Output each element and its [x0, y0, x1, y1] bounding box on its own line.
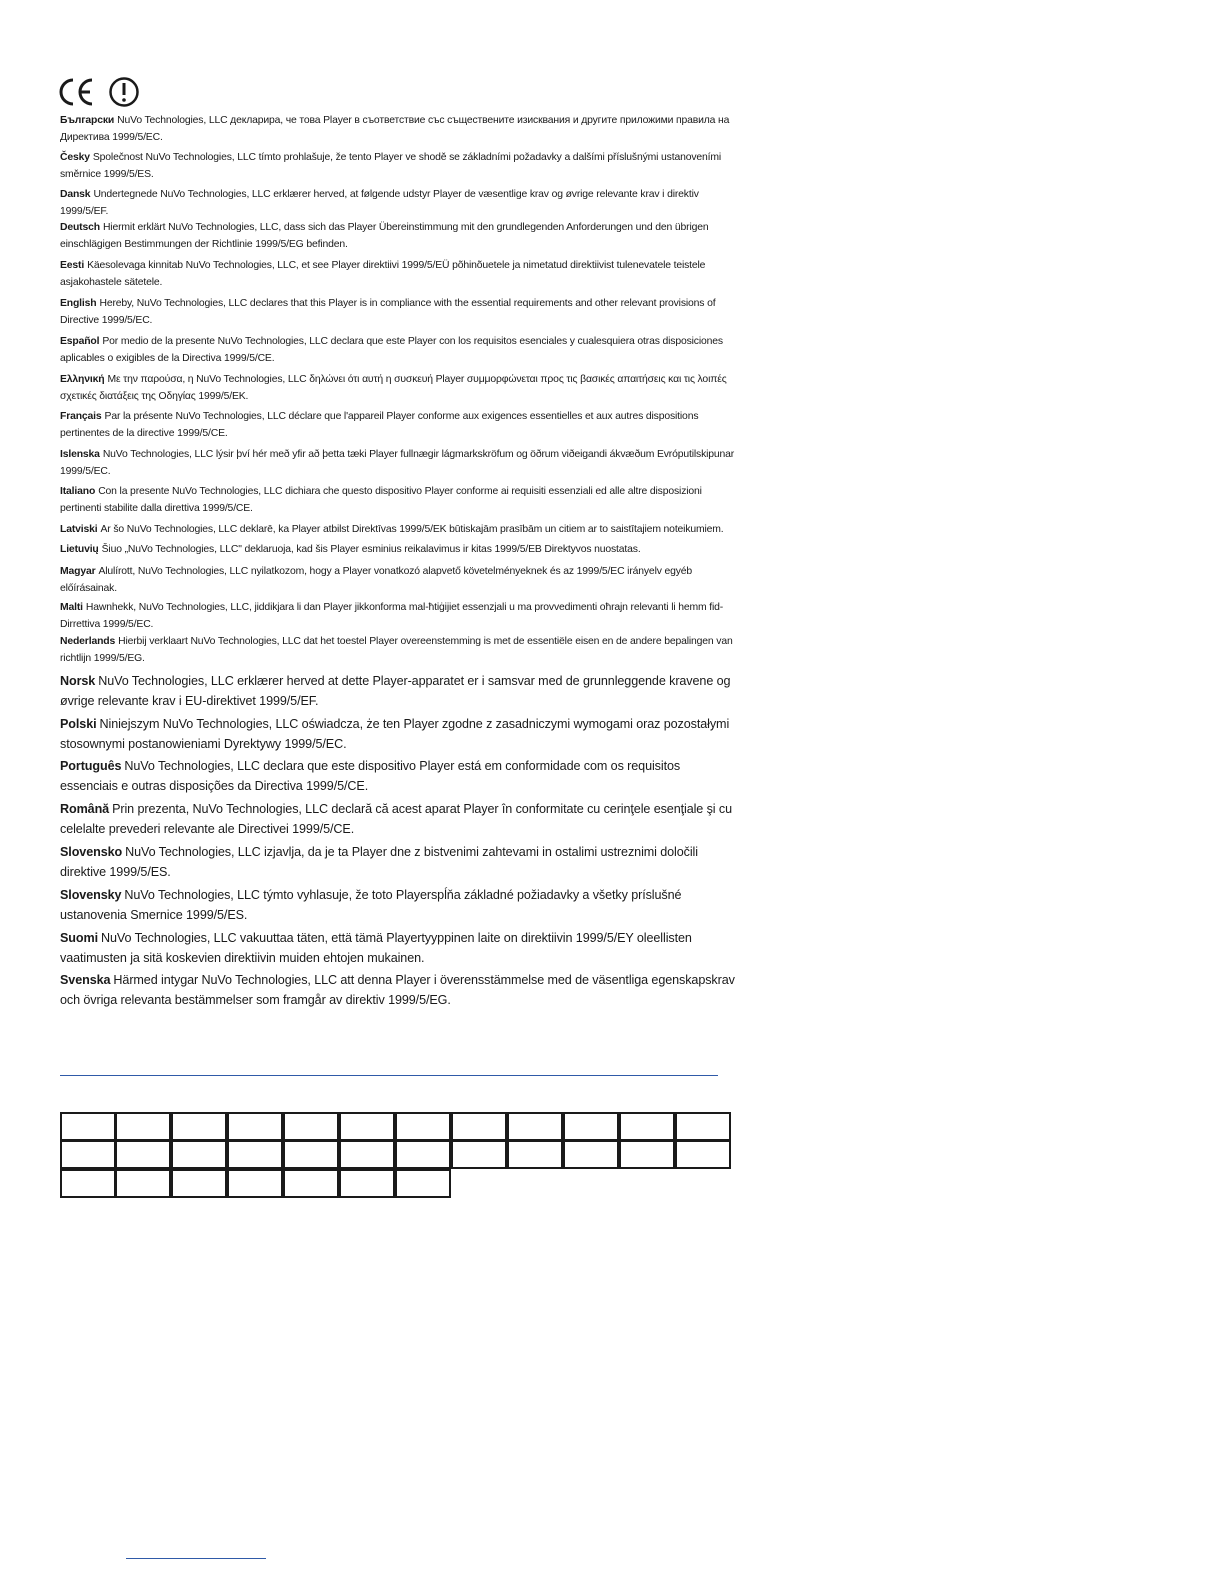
grid-cell	[115, 1112, 171, 1141]
grid-cell	[339, 1112, 395, 1141]
language-name: Italiano	[60, 486, 96, 497]
ce-mark-icon	[58, 76, 96, 108]
grid-cell	[115, 1140, 171, 1169]
language-name: Suomi	[60, 931, 98, 945]
language-name: Česky	[60, 152, 90, 163]
language-name: Français	[60, 411, 102, 422]
grid-cell	[60, 1140, 116, 1169]
declaration-english	[60, 296, 740, 329]
declaration-text: Hawnhekk, NuVo Technologies, LLC, jiddikjara li dan Player jikkonforma mal-ħtiġijiet essenzjali u ma provvedimenti oħrajn relevanti li hemm fid-Dirrettiva 1999/5/EC.	[60, 602, 724, 630]
declaration-text: Undertegnede NuVo Technologies, LLC erklærer herved, at følgende udstyr Player de væsentlige krav og øvrige relevante krav i direktiv 1999/5/EF.	[60, 189, 699, 217]
grid-cell	[675, 1112, 731, 1141]
declaration-text: Por medio de la presente NuVo Technologies, LLC declara que este Player con los requisitos esenciales y cualesquiera otras disposiciones aplicables o exigibles de la Directiva 1999/5/CE.	[60, 336, 723, 364]
language-name: Polski	[60, 717, 97, 731]
grid-cell	[395, 1140, 451, 1169]
declaration-text: NuVo Technologies, LLC vakuuttaa täten, että tämä Playertyyppinen laite on direktiivin 1999/5/EY oleellisten vaatimusten ja sitä koskevien direktiivin muiden ehtojen mukainen.	[60, 931, 692, 965]
declaration-text: Společnost NuVo Technologies, LLC tímto prohlašuje, že tento Player ve shodě se základními požadavky a dalšími příslušnými ustanoveními směrnice 1999/5/ES.	[60, 152, 722, 180]
grid-cell	[60, 1112, 116, 1141]
grid-cell	[451, 1140, 507, 1169]
language-name: Lietuvių	[60, 544, 99, 555]
language-name: Norsk	[60, 674, 96, 688]
declaration-text: NuVo Technologies, LLC erklærer herved at dette Player-apparatet er i samsvar med de grunnleggende kravene og øvrige relevante krav i EU-direktivet 1999/5/EF.	[60, 674, 731, 708]
declaration-polish	[60, 715, 740, 754]
language-name: Português	[60, 759, 122, 773]
declaration-text: Hiermit erklärt NuVo Technologies, LLC, dass sich das Player Übereinstimmung mit den grundlegenden Anforderungen und den übrigen einschlägigen Bestimmungen der Richtlinie 1999/5/EG befinden.	[60, 222, 709, 250]
declaration-text: NuVo Technologies, LLC týmto vyhlasuje, že toto Playerspĺňa základné požiadavky a všetky príslušné ustanovenia Smernice 1999/5/ES.	[60, 888, 682, 922]
declaration-text: Par la présente NuVo Technologies, LLC déclare que l'appareil Player conforme aux exigences essentielles et aux autres dispositions pertinentes de la directive 1999/5/CE.	[60, 411, 699, 439]
declaration-romanian	[60, 800, 740, 839]
language-name: Islenska	[60, 449, 100, 460]
language-name: Eesti	[60, 260, 85, 271]
declaration-text: Prin prezenta, NuVo Technologies, LLC declară că acest aparat Player în conformitate cu cerinţele esenţiale şi cu celelalte prevederi relevante ale Directivei 1999/5/CE.	[60, 802, 732, 836]
declaration-text: NuVo Technologies, LLC декларира, че това Player в съответствие със съществените изисквания и другите приложими правила на Директива 1999/5/ЕС.	[60, 115, 730, 143]
grid-cell	[563, 1140, 619, 1169]
grid-cell	[395, 1112, 451, 1141]
compliance-marks	[58, 76, 148, 108]
language-name: English	[60, 298, 97, 309]
declaration-estonian	[60, 258, 740, 291]
grid-cell	[227, 1169, 283, 1198]
declaration-norwegian	[60, 672, 740, 711]
declaration-dutch	[60, 634, 740, 667]
declaration-text: Hereby, NuVo Technologies, LLC declares that this Player is in compliance with the essential requirements and other relevant provisions of Directive 1999/5/EC.	[60, 298, 716, 326]
language-name: Svenska	[60, 973, 111, 987]
grid-cell	[283, 1140, 339, 1169]
grid-cell	[227, 1112, 283, 1141]
declaration-text: Con la presente NuVo Technologies, LLC dichiara che questo dispositivo Player conforme ai requisiti essenziali ed alle altre disposizioni pertinenti stabilite dalla direttiva 1999/5/CE.	[60, 486, 702, 514]
alert-circle-icon	[108, 76, 140, 108]
language-name: Slovensko	[60, 845, 123, 859]
language-name: Български	[60, 115, 115, 126]
language-name: Latviski	[60, 524, 98, 535]
declaration-french	[60, 409, 740, 442]
language-name: Dansk	[60, 189, 91, 200]
declaration-hungarian	[60, 564, 740, 597]
grid-cell	[619, 1112, 675, 1141]
declaration-greek	[60, 372, 740, 405]
declaration-text: Šiuo „NuVo Technologies, LLC" deklaruoja, kad šis Player esminius reikalavimus ir kitas 1999/5/EB Direktyvos nuostatas.	[101, 544, 641, 555]
grid-cell	[227, 1140, 283, 1169]
declaration-spanish	[60, 334, 740, 367]
country-code-grid	[60, 1112, 731, 1199]
grid-cell	[115, 1169, 171, 1198]
declaration-icelandic	[60, 447, 740, 480]
declaration-text: NuVo Technologies, LLC lýsir því hér með yfir að þetta tæki Player fullnægir lágmarkskröfum og öðrum viðeigandi ákvæðum Evróputilskipunar 1999/5/EC.	[60, 449, 735, 477]
grid-cell	[451, 1112, 507, 1141]
declaration-slovak	[60, 886, 740, 925]
grid-cell	[171, 1140, 227, 1169]
declaration-text: Alulírott, NuVo Technologies, LLC nyilatkozom, hogy a Player vonatkozó alapvető követelményeknek és az 1999/5/EC irányelv egyéb előírásainak.	[60, 566, 693, 594]
declaration-danish	[60, 187, 740, 220]
language-name: Deutsch	[60, 222, 100, 233]
grid-cell	[675, 1140, 731, 1169]
declaration-italian	[60, 484, 740, 517]
declaration-bulgarian	[60, 113, 740, 146]
grid-cell	[171, 1169, 227, 1198]
declaration-text: NuVo Technologies, LLC declara que este dispositivo Player está em conformidade com os requisitos essenciais e outras disposições da Directiva 1999/5/CE.	[60, 759, 681, 793]
declaration-czech	[60, 150, 740, 183]
declaration-latvian	[60, 522, 740, 539]
declaration-german	[60, 220, 740, 253]
grid-cell	[395, 1169, 451, 1198]
grid-cell	[339, 1169, 395, 1198]
language-name: Ελληνική	[60, 374, 105, 385]
language-name: Malti	[60, 602, 83, 613]
declaration-swedish	[60, 971, 740, 1010]
declaration-text: Härmed intygar NuVo Technologies, LLC att denna Player i överensstämmelse med de väsentliga egenskapskrav och övriga relevanta bestämmelser som framgår av direktiv 1999/5/EG.	[60, 973, 735, 1007]
grid-cell	[507, 1112, 563, 1141]
grid-cell	[171, 1112, 227, 1141]
declaration-text: Ar šo NuVo Technologies, LLC deklarē, ka Player atbilst Direktīvas 1999/5/EK būtiskajām prasībām un citiem ar to saistītajiem noteikumiem.	[100, 524, 724, 535]
declaration-maltese	[60, 600, 740, 633]
language-name: Magyar	[60, 566, 96, 577]
grid-cell	[619, 1140, 675, 1169]
grid-cell	[60, 1169, 116, 1198]
declaration-lithuanian	[60, 542, 740, 559]
declaration-portuguese	[60, 757, 740, 796]
language-name: Nederlands	[60, 636, 116, 647]
grid-cell	[339, 1140, 395, 1169]
declaration-text: Käesolevaga kinnitab NuVo Technologies, LLC, et see Player direktiivi 1999/5/EÜ põhinõuetele ja nimetatud direktiivist tulenevatele teistele asjakohastele sätetele.	[60, 260, 706, 288]
declaration-text: NuVo Technologies, LLC izjavlja, da je ta Player dne z bistvenimi zahtevami in ostalimi ustreznimi določili direktive 1999/5/ES.	[60, 845, 698, 879]
section-divider	[60, 1075, 718, 1076]
declaration-text: Με την παρούσα, η NuVo Technologies, LLC δηλώνει ότι αυτή η συσκευή Player συμμορφώνεται προς τις βασικές απαιτήσεις και τις λοιπές σχετικές διατάξεις της Οδηγίας 1999/5/ΕΚ.	[60, 374, 727, 402]
declaration-slovenian	[60, 843, 740, 882]
declaration-text: Niniejszym NuVo Technologies, LLC oświadcza, że ten Player zgodne z zasadniczymi wymogami oraz pozostałymi stosownymi postanowieniami Dyrektywy 1999/5/EC.	[60, 717, 730, 751]
grid-cell	[507, 1140, 563, 1169]
grid-cell	[563, 1112, 619, 1141]
language-name: Română	[60, 802, 110, 816]
declaration-text: Hierbij verklaart NuVo Technologies, LLC dat het toestel Player overeenstemming is met de essentiële eisen en de andere bepalingen van richtlijn 1999/5/EG.	[60, 636, 733, 664]
grid-cell	[283, 1169, 339, 1198]
language-name: Español	[60, 336, 100, 347]
grid-cell	[283, 1112, 339, 1141]
declaration-finnish	[60, 929, 740, 968]
footer-divider	[126, 1558, 266, 1559]
language-name: Slovensky	[60, 888, 122, 902]
